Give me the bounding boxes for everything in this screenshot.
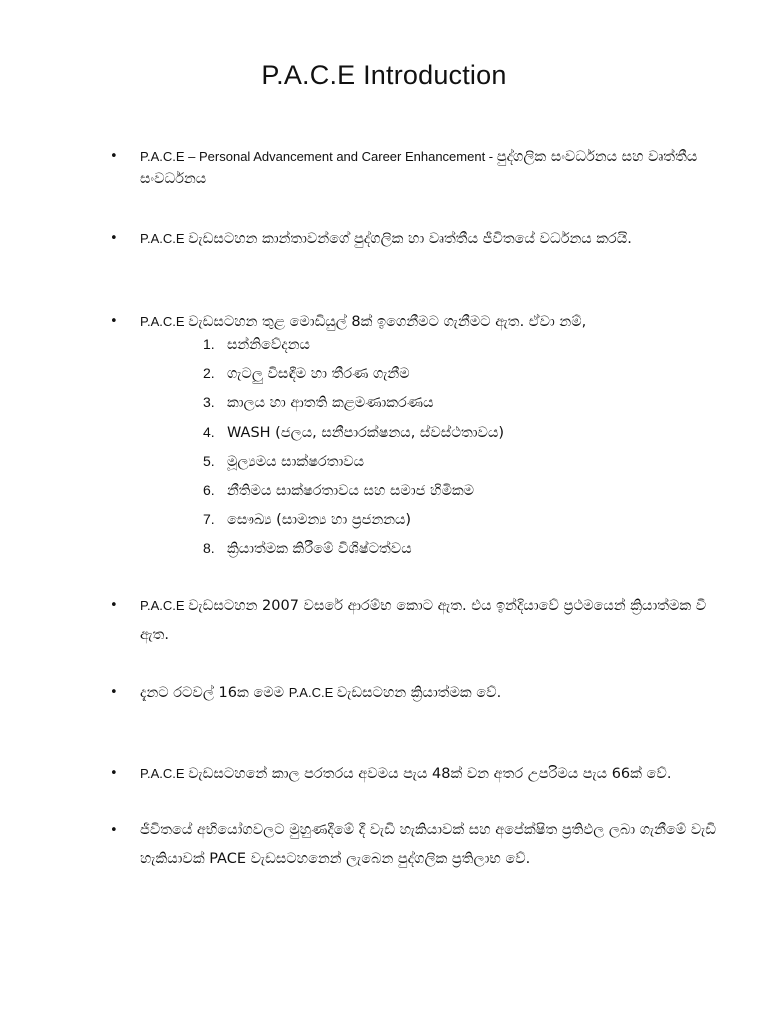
bullet-icon: • — [110, 766, 118, 781]
bullet-item-benefits — [110, 816, 718, 874]
module-item: 8. ක්‍රියාත්මක කිරීමේ විශිෂ්ටත්වය — [203, 540, 412, 558]
bullet-item-history — [110, 591, 718, 650]
bullet-text: P.A.C.E වැඩසටහනේ කාල පරතරය අවමය පැය 48ක් වන අතර උපරිමය පැය 66ක් වේ. — [140, 766, 672, 782]
module-item: 4. WASH (ජලය, සනීපාරක්ෂනය, ස්වස්ථතාවය) — [203, 423, 505, 441]
bullet-icon: • — [110, 598, 118, 613]
bullet-icon: • — [110, 314, 118, 329]
module-item: 2. ගැටලු විසඳීම හා තීරණ ගැනීම — [203, 365, 410, 383]
bullet-icon: • — [110, 231, 118, 246]
page-title: P.A.C.E Introduction — [261, 60, 507, 90]
bullet-item-definition — [110, 146, 718, 190]
bullet-item-purpose — [110, 228, 718, 250]
bullet-text: P.A.C.E වැඩසටහන කාන්තාවන්ගේ පුද්ගලික හා වෘත්තීය ජීවිතයේ වර්ධනය කරයි. — [140, 231, 632, 247]
module-item: 3. කාලය හා ආතති කළමණාකරණය — [203, 394, 434, 412]
bullet-text: දැනට රටවල් 16ක මෙම P.A.C.E වැඩසටහන ක්‍රියාත්මක වේ. — [140, 685, 502, 701]
bullet-item-duration — [110, 759, 718, 789]
module-item: 5. මූල්‍යමය සාක්ෂරතාවය — [203, 452, 365, 470]
bullet-icon: • — [110, 823, 118, 838]
bullet-text: P.A.C.E වැඩසටහන 2007 වසරේ ආරම්භ කොට ඇත. එය ඉන්දියාවේ ප්‍රථමයෙන් ක්‍රියාත්මක වී ඇත. — [140, 598, 707, 643]
bullet-text: P.A.C.E වැඩසටහන තුළ මොඩියුල් 8ක් ඉගෙනීමට ගැනීමට ඇත. ඒවා නම්, — [140, 314, 587, 330]
bullet-text: P.A.C.E – Personal Advancement and Career Enhancement - පුද්ගලික සංවර්ධනය සහ වෘත්තීය සංවර්ධනය — [140, 149, 698, 187]
bullet-item-countries — [110, 678, 718, 708]
module-item: 6. නීතිමය සාක්ෂරතාවය සහ සමාජ හිමිකම — [203, 481, 475, 499]
bullet-text: ජීවිතයේ අභියෝගවලට මුහුණදීමේ දී වැඩි හැකියාවක් සහ අපේක්ෂිත ප්‍රතිඵල ලබා ගැනීමේ වැඩි හැකියාවක් PACE වැඩසටහනෙන් ලැබෙන පුද්ගලික ප්‍රතිලාභ වේ. — [140, 822, 717, 867]
module-item: 7. සෞඛ්‍ය (සාමන්‍ය හා ප්‍රජනනය) — [203, 511, 412, 529]
module-list — [203, 330, 623, 564]
bullet-icon: • — [110, 685, 118, 700]
bullet-icon: • — [110, 149, 118, 164]
module-item: 1. සන්නිවේදනය — [203, 336, 310, 353]
